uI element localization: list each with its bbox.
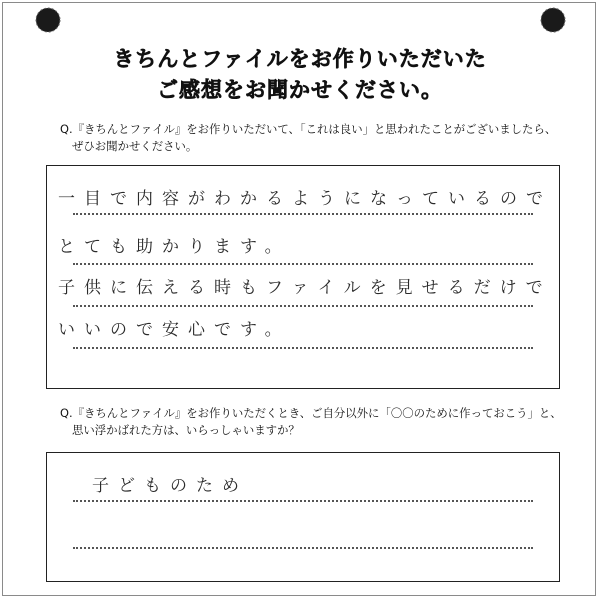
punch-hole-icon <box>34 6 62 34</box>
handwritten-answer-line: 子どものため <box>92 476 248 496</box>
writing-line <box>73 500 533 502</box>
survey-title: きちんとファイルをお作りいただいた <box>113 47 487 71</box>
handwritten-answer-line: とても助かります。 <box>58 237 291 257</box>
question-text: 思い浮かばれた方は、いらっしゃいますか？ <box>72 423 300 437</box>
question-text: Q.『きちんとファイル』をお作りいただいて、「これは良い」と思われたことがございましたら、 <box>60 122 557 136</box>
writing-line <box>73 213 533 215</box>
question-text: ぜひお聞かせください。 <box>72 139 198 153</box>
question-2 <box>60 405 580 439</box>
handwritten-answer-line: 子供に伝える時もファイルを見せるだけで <box>58 278 552 298</box>
handwritten-answer-line: いいので安心です。 <box>58 320 291 340</box>
survey-subtitle: ご感想をお聞かせください。 <box>157 78 443 102</box>
handwritten-answer-line: 一目で内容がわかるようになっているので <box>58 189 552 209</box>
question-text: Q.『きちんとファイル』をお作りいただくとき、ご自分以外に「〇〇のために作っておこう」と、 <box>60 406 562 420</box>
punch-hole-icon <box>539 6 567 34</box>
question-1 <box>60 121 580 155</box>
writing-line <box>73 305 533 307</box>
writing-line <box>73 263 533 265</box>
writing-line <box>73 347 533 349</box>
writing-line <box>73 547 533 549</box>
